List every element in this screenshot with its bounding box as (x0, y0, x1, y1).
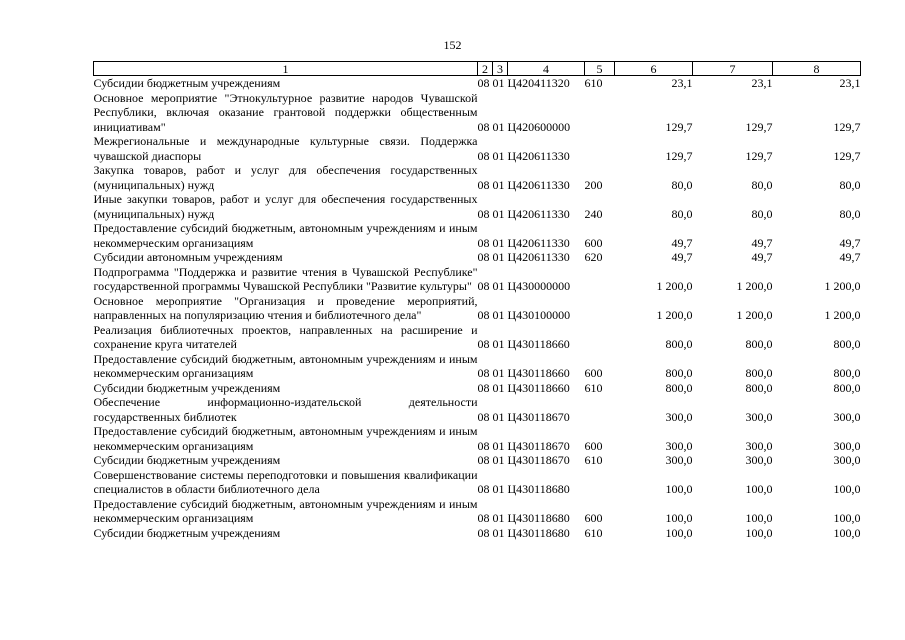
row-subsection: 01 (492, 525, 505, 540)
row-subsection: 01 (492, 380, 505, 395)
row-value-col7: 23,1 (751, 76, 773, 90)
row-subsection: 01 (492, 482, 505, 496)
row-section: 08 (477, 337, 490, 351)
row-value-col7: 300,0 (745, 409, 773, 424)
header-col-1: 1 (94, 62, 478, 76)
row-value-col6: 100,0 (665, 511, 693, 525)
row-value-col7: 49,7 (751, 235, 773, 250)
row-value-col7: 100,0 (745, 511, 773, 525)
row-value-col8: 800,0 (833, 366, 861, 380)
row-name: Предоставление субсидий бюджетным, автономным учреждениям и иным некоммерческим организациям (93, 496, 478, 525)
row-value-col7: 300,0 (745, 438, 773, 453)
row-name: Основное мероприятие "Организация и проведение мероприятий, направленных на популяризацию чтения и библиотечного дела" (93, 293, 478, 322)
row-value-col8: 80,0 (839, 177, 861, 192)
row-expense-kind: 620 (584, 250, 603, 264)
row-target-article: Ц420611330 (507, 250, 570, 264)
row-subsection: 01 (492, 119, 505, 134)
table-row (94, 323, 861, 352)
row-target-article: Ц420611330 (507, 235, 570, 250)
row-expense-kind: 600 (584, 438, 603, 453)
row-target-article: Ц430118660 (507, 380, 570, 395)
row-subsection: 01 (492, 148, 505, 163)
row-subsection: 01 (492, 279, 505, 293)
row-value-col8: 49,7 (839, 250, 861, 264)
row-value-col7: 800,0 (745, 380, 773, 395)
row-value-col8: 300,0 (833, 409, 861, 424)
row-expense-kind: 600 (584, 235, 603, 250)
budget-table (93, 61, 861, 540)
row-value-col8: 300,0 (833, 438, 861, 453)
row-section: 08 (477, 453, 490, 467)
header-col-5: 5 (585, 62, 615, 76)
row-section: 08 (477, 279, 490, 293)
row-value-col8: 49,7 (839, 235, 861, 250)
header-col-3: 3 (493, 62, 508, 76)
row-value-col6: 23,1 (671, 76, 693, 90)
row-section: 08 (477, 525, 490, 540)
row-target-article: Ц430118660 (507, 366, 570, 380)
table-row (94, 134, 861, 163)
row-value-col6: 129,7 (665, 148, 693, 163)
row-value-col6: 80,0 (671, 206, 693, 221)
row-expense-kind (585, 91, 615, 135)
row-subsection: 01 (492, 409, 505, 424)
row-subsection: 01 (492, 366, 505, 380)
row-target-article: Ц420611330 (507, 177, 570, 192)
table-row (94, 265, 861, 294)
row-value-col8: 800,0 (833, 337, 861, 351)
table-body (94, 76, 861, 541)
table-row (94, 395, 861, 424)
row-value-col8: 1 200,0 (824, 308, 861, 322)
row-value-col8: 23,1 (839, 76, 861, 90)
row-section: 08 (477, 308, 490, 322)
row-expense-kind (585, 323, 615, 352)
row-section: 08 (477, 206, 490, 221)
row-value-col7: 300,0 (745, 453, 773, 467)
row-expense-kind: 600 (584, 366, 603, 380)
row-subsection: 01 (492, 206, 505, 221)
table-row (94, 352, 861, 381)
row-value-col6: 1 200,0 (656, 308, 693, 322)
row-target-article: Ц430118680 (507, 482, 570, 496)
table-row (94, 424, 861, 453)
row-value-col7: 80,0 (751, 206, 773, 221)
row-value-col7: 1 200,0 (736, 308, 773, 322)
table-row (94, 250, 861, 265)
row-section: 08 (477, 76, 490, 90)
row-subsection: 01 (492, 76, 505, 90)
row-name: Субсидии бюджетным учреждениям (93, 453, 281, 467)
row-value-col8: 100,0 (833, 511, 861, 525)
row-section: 08 (477, 177, 490, 192)
row-value-col8: 129,7 (833, 148, 861, 163)
row-value-col7: 100,0 (745, 525, 773, 540)
row-section: 08 (477, 409, 490, 424)
row-expense-kind: 610 (584, 453, 603, 467)
row-name: Закупка товаров, работ и услуг для обеспечения государственных (муниципальных) нужд (93, 163, 478, 192)
row-value-col6: 129,7 (665, 119, 693, 134)
row-target-article: Ц430100000 (507, 308, 571, 322)
row-expense-kind (585, 265, 615, 294)
row-name: Реализация библиотечных проектов, направленных на расширение и сохранение круга читателей (93, 322, 478, 351)
table-row (94, 91, 861, 135)
row-name: Субсидии автономным учреждениям (93, 250, 283, 264)
row-subsection: 01 (492, 438, 505, 453)
table-row (94, 526, 861, 541)
row-name: Предоставление субсидий бюджетным, автономным учреждениям и иным некоммерческим организациям (93, 351, 478, 380)
row-value-col7: 129,7 (745, 148, 773, 163)
table-header-row (94, 62, 861, 76)
table-row (94, 76, 861, 91)
row-target-article: Ц430118680 (507, 525, 570, 540)
row-value-col6: 800,0 (665, 380, 693, 395)
header-col-8: 8 (773, 62, 861, 76)
row-target-article: Ц420411320 (507, 76, 570, 90)
row-value-col6: 300,0 (665, 409, 693, 424)
row-value-col6: 800,0 (665, 337, 693, 351)
row-value-col6: 800,0 (665, 366, 693, 380)
row-expense-kind: 610 (584, 525, 603, 540)
row-value-col6: 49,7 (671, 235, 693, 250)
row-section: 08 (477, 366, 490, 380)
row-subsection: 01 (492, 250, 505, 264)
row-target-article: Ц430118680 (507, 511, 570, 525)
header-col-6: 6 (615, 62, 693, 76)
row-value-col7: 80,0 (751, 177, 773, 192)
row-value-col7: 49,7 (751, 250, 773, 264)
row-section: 08 (477, 119, 490, 134)
row-value-col7: 100,0 (745, 482, 773, 496)
row-subsection: 01 (492, 177, 505, 192)
row-section: 08 (477, 148, 490, 163)
page-number: 152 (443, 38, 462, 52)
row-name: Подпрограмма "Поддержка и развитие чтения в Чувашской Республике" государственной программы Чувашской Республики "Развитие культуры" (93, 264, 478, 293)
table-row (94, 468, 861, 497)
row-expense-kind: 610 (584, 76, 603, 90)
table-row (94, 221, 861, 250)
row-value-col8: 300,0 (833, 453, 861, 467)
row-value-col8: 100,0 (833, 482, 861, 496)
row-value-col6: 300,0 (665, 453, 693, 467)
row-target-article: Ц420611330 (507, 148, 570, 163)
row-expense-kind: 610 (584, 380, 603, 395)
row-section: 08 (477, 380, 490, 395)
row-value-col8: 800,0 (833, 380, 861, 395)
row-section: 08 (477, 235, 490, 250)
row-value-col6: 100,0 (665, 525, 693, 540)
row-value-col7: 1 200,0 (736, 279, 773, 293)
header-col-2: 2 (478, 62, 493, 76)
table-row (94, 381, 861, 396)
row-name: Обеспечение информационно-издательской деятельности государственных библиотек (93, 395, 478, 424)
table-row (94, 497, 861, 526)
row-value-col7: 800,0 (745, 337, 773, 351)
row-value-col8: 100,0 (833, 525, 861, 540)
row-subsection: 01 (492, 337, 505, 351)
row-subsection: 01 (492, 235, 505, 250)
row-expense-kind: 240 (584, 206, 603, 221)
row-target-article: Ц420611330 (507, 206, 570, 221)
row-name: Субсидии бюджетным учреждениям (93, 380, 281, 395)
row-name: Иные закупки товаров, работ и услуг для обеспечения государственных (муниципальных) нужд (93, 192, 478, 221)
row-expense-kind (585, 468, 615, 497)
row-name: Предоставление субсидий бюджетным, автономным учреждениям и иным некоммерческим организациям (93, 221, 478, 250)
row-name: Предоставление субсидий бюджетным, автономным учреждениям и иным некоммерческим организациям (93, 424, 478, 453)
row-value-col6: 1 200,0 (656, 279, 693, 293)
row-name: Основное мероприятие "Этнокультурное развитие народов Чувашской Республики, включая оказание грантовой поддержки общественным инициативам" (93, 90, 478, 134)
row-name: Субсидии бюджетным учреждениям (93, 76, 281, 90)
row-target-article: Ц430000000 (507, 279, 571, 293)
row-target-article: Ц430118670 (507, 409, 570, 424)
row-name: Межрегиональные и международные культурные связи. Поддержка чувашской диаспоры (93, 134, 478, 163)
row-value-col7: 129,7 (745, 119, 773, 134)
row-expense-kind: 200 (584, 177, 603, 192)
table-row (94, 453, 861, 468)
row-expense-kind (585, 395, 615, 424)
row-expense-kind (585, 294, 615, 323)
row-value-col8: 80,0 (839, 206, 861, 221)
row-section: 08 (477, 511, 490, 525)
row-subsection: 01 (492, 308, 505, 322)
row-value-col8: 129,7 (833, 119, 861, 134)
row-target-article: Ц430118670 (507, 453, 570, 467)
table-row (94, 294, 861, 323)
row-value-col6: 49,7 (671, 250, 693, 264)
row-target-article: Ц430118670 (507, 438, 570, 453)
row-value-col8: 1 200,0 (824, 279, 861, 293)
row-target-article: Ц430118660 (507, 337, 570, 351)
row-section: 08 (477, 250, 490, 264)
row-value-col6: 80,0 (671, 177, 693, 192)
row-section: 08 (477, 482, 490, 496)
row-name: Совершенствование системы переподготовки и повышения квалификации специалистов в области библиотечного дела (93, 467, 478, 496)
row-value-col6: 100,0 (665, 482, 693, 496)
row-expense-kind (585, 134, 615, 163)
row-target-article: Ц420600000 (507, 119, 571, 134)
header-col-7: 7 (693, 62, 773, 76)
row-name: Субсидии бюджетным учреждениям (93, 525, 281, 540)
row-subsection: 01 (492, 511, 505, 525)
row-value-col6: 300,0 (665, 438, 693, 453)
row-section: 08 (477, 438, 490, 453)
row-subsection: 01 (492, 453, 505, 467)
header-col-4: 4 (508, 62, 585, 76)
table-row (94, 192, 861, 221)
row-value-col7: 800,0 (745, 366, 773, 380)
table-row (94, 163, 861, 192)
row-expense-kind: 600 (584, 511, 603, 525)
